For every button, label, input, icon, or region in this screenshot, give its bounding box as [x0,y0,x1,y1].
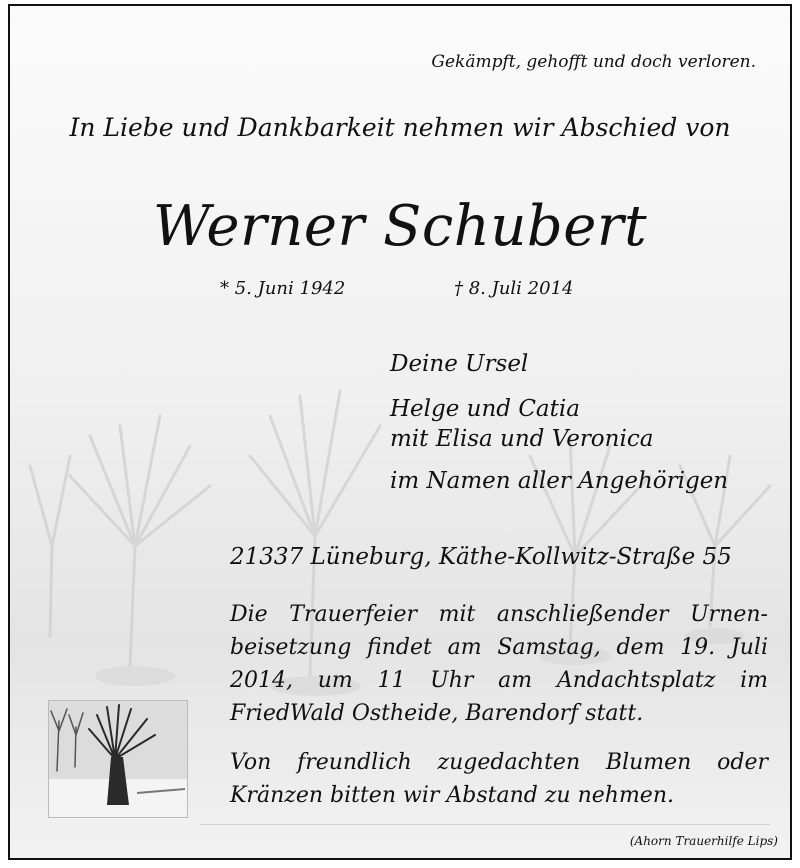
funeral-details: Die Trauerfeier mit anschließender Urnen-beisetzung findet am Samstag, dem 19. Juli 2014, um 11 Uhr am Andachtsplatz im FriedWald Ostheide, Barendorf statt. [230,602,768,726]
death-date: † 8. Juli 2014 [454,278,574,299]
flowers-request: Von freundlich zugedachten Blumen oder Kränzen bitten wir Abstand zu nehmen. [230,750,768,808]
willow-tree-icon [49,701,187,817]
mourner-line: Deine Ursel [390,351,529,377]
publisher-credit: (Ahorn Trauerhilfe Lips) [629,834,778,848]
divider [200,824,770,825]
address: 21337 Lüneburg, Käthe-Kollwitz-Straße 55 [230,544,732,570]
intro-line: In Liebe und Dankbarkeit nehmen wir Abschied von [69,113,731,142]
mourner-line: mit Elisa und Veronica [390,426,654,452]
birth-date: * 5. Juni 1942 [220,278,346,299]
obituary-notice [8,4,792,860]
deceased-name: Werner Schubert [152,194,648,259]
motto: Gekämpft, gehofft und doch verloren. [431,52,756,72]
willow-photo [48,700,188,818]
mourner-line: Helge und Catia [390,396,580,422]
mourner-line: im Namen aller Angehörigen [390,468,729,494]
